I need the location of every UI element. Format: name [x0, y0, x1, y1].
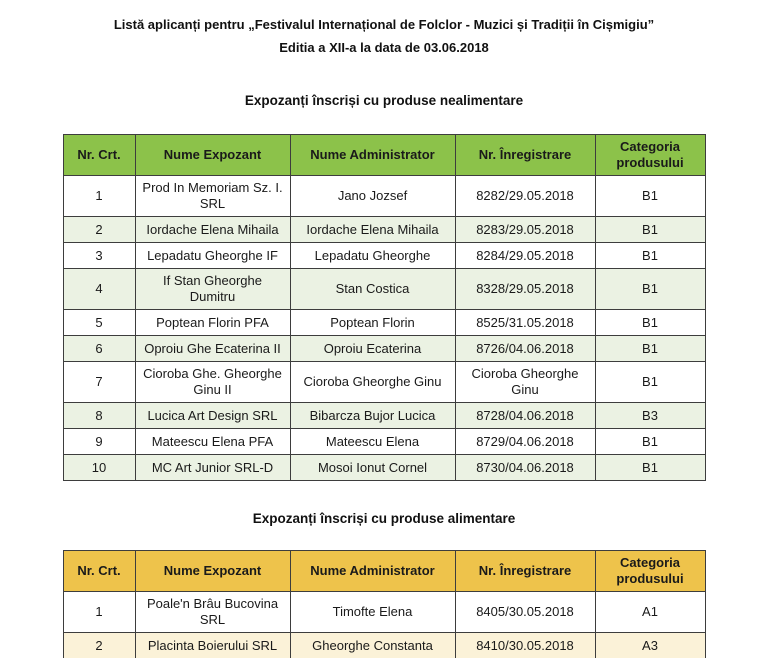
table-cell: Poptean Florin PFA: [135, 310, 290, 336]
table-cell: If Stan Gheorghe Dumitru: [135, 269, 290, 310]
table-cell: 8: [63, 403, 135, 429]
table-cell: 8410/30.05.2018: [455, 633, 595, 658]
table-cell: 8728/04.06.2018: [455, 403, 595, 429]
table-cell: Cioroba Gheorghe Ginu: [290, 362, 455, 403]
table-cell: 10: [63, 455, 135, 481]
table-cell: Prod In Memoriam Sz. I. SRL: [135, 176, 290, 217]
column-header: Categoria produsului: [595, 551, 705, 592]
table-cell: 2: [63, 633, 135, 658]
column-header: Nume Administrator: [290, 551, 455, 592]
table-cell: Mateescu Elena PFA: [135, 429, 290, 455]
table-cell: B1: [595, 310, 705, 336]
table-cell: Poale'n Brâu Bucovina SRL: [135, 592, 290, 633]
column-header: Nr. Înregistrare: [455, 551, 595, 592]
table-cell: 8726/04.06.2018: [455, 336, 595, 362]
table-cell: Poptean Florin: [290, 310, 455, 336]
table-row: [63, 336, 705, 362]
table-cell: Cioroba Ghe. Gheorghe Ginu II: [135, 362, 290, 403]
column-header: Nr. Crt.: [63, 551, 135, 592]
document-title: Listă aplicanți pentru „Festivalul Internațional de Folclor - Muzici și Tradiții în Cișmigiu”: [113, 17, 655, 32]
table-cell: B1: [595, 269, 705, 310]
table-cell: 8282/29.05.2018: [455, 176, 595, 217]
column-header: Categoria produsului: [595, 135, 705, 176]
table-cell: 8283/29.05.2018: [455, 217, 595, 243]
table-alimentare: [63, 550, 706, 658]
table-cell: B1: [595, 336, 705, 362]
table-cell: 6: [63, 336, 135, 362]
table-cell: 2: [63, 217, 135, 243]
column-header: Nr. Înregistrare: [455, 135, 595, 176]
table-cell: A3: [595, 633, 705, 658]
column-header: Nume Expozant: [135, 551, 290, 592]
column-header: Nume Expozant: [135, 135, 290, 176]
table-cell: B1: [595, 217, 705, 243]
table-row: [63, 176, 705, 217]
table-cell: 7: [63, 362, 135, 403]
section-title-nealimentare: Expozanți înscriși cu produse nealimentare: [244, 93, 524, 108]
table-cell: Mateescu Elena: [290, 429, 455, 455]
table-cell: Iordache Elena Mihaila: [290, 217, 455, 243]
table-row: [63, 403, 705, 429]
table-cell: Bibarcza Bujor Lucica: [290, 403, 455, 429]
table-cell: B1: [595, 429, 705, 455]
column-header: Nume Administrator: [290, 135, 455, 176]
table-cell: Lucica Art Design SRL: [135, 403, 290, 429]
table-cell: 8405/30.05.2018: [455, 592, 595, 633]
table-cell: Lepadatu Gheorghe: [290, 243, 455, 269]
header-row: [63, 135, 705, 176]
table-cell: 1: [63, 592, 135, 633]
table-row: [63, 243, 705, 269]
table-cell: 9: [63, 429, 135, 455]
table-cell: 4: [63, 269, 135, 310]
table-cell: B1: [595, 362, 705, 403]
table-cell: MC Art Junior SRL-D: [135, 455, 290, 481]
table-cell: Jano Jozsef: [290, 176, 455, 217]
table-row: [63, 429, 705, 455]
table-cell: Timofte Elena: [290, 592, 455, 633]
table-row: [63, 455, 705, 481]
table-cell: 3: [63, 243, 135, 269]
table-cell: 8730/04.06.2018: [455, 455, 595, 481]
header-row: [63, 551, 705, 592]
table-cell: B1: [595, 176, 705, 217]
table-cell: Stan Costica: [290, 269, 455, 310]
table-cell: 5: [63, 310, 135, 336]
table-row: [63, 310, 705, 336]
table-cell: 8729/04.06.2018: [455, 429, 595, 455]
table-cell: Gheorghe Constanta: [290, 633, 455, 658]
table-cell: Cioroba Gheorghe Ginu: [455, 362, 595, 403]
table-cell: Iordache Elena Mihaila: [135, 217, 290, 243]
table-cell: A1: [595, 592, 705, 633]
table-row: [63, 592, 705, 633]
table-cell: B1: [595, 455, 705, 481]
table-cell: 1: [63, 176, 135, 217]
table-cell: 8525/31.05.2018: [455, 310, 595, 336]
table-cell: B3: [595, 403, 705, 429]
column-header: Nr. Crt.: [63, 135, 135, 176]
table-cell: Lepadatu Gheorghe IF: [135, 243, 290, 269]
document-subtitle: Editia a XII-a la data de 03.06.2018: [279, 40, 489, 55]
table-cell: 8284/29.05.2018: [455, 243, 595, 269]
table-row: [63, 269, 705, 310]
table-cell: Mosoi Ionut Cornel: [290, 455, 455, 481]
table-cell: B1: [595, 243, 705, 269]
table-cell: Oproiu Ecaterina: [290, 336, 455, 362]
table-row: [63, 633, 705, 658]
table-cell: 8328/29.05.2018: [455, 269, 595, 310]
table-cell: Oproiu Ghe Ecaterina II: [135, 336, 290, 362]
table-cell: Placinta Boierului SRL: [135, 633, 290, 658]
section-title-alimentare: Expozanți înscriși cu produse alimentare: [252, 511, 516, 526]
table-row: [63, 362, 705, 403]
table-nealimentare: [63, 134, 706, 481]
table-row: [63, 217, 705, 243]
